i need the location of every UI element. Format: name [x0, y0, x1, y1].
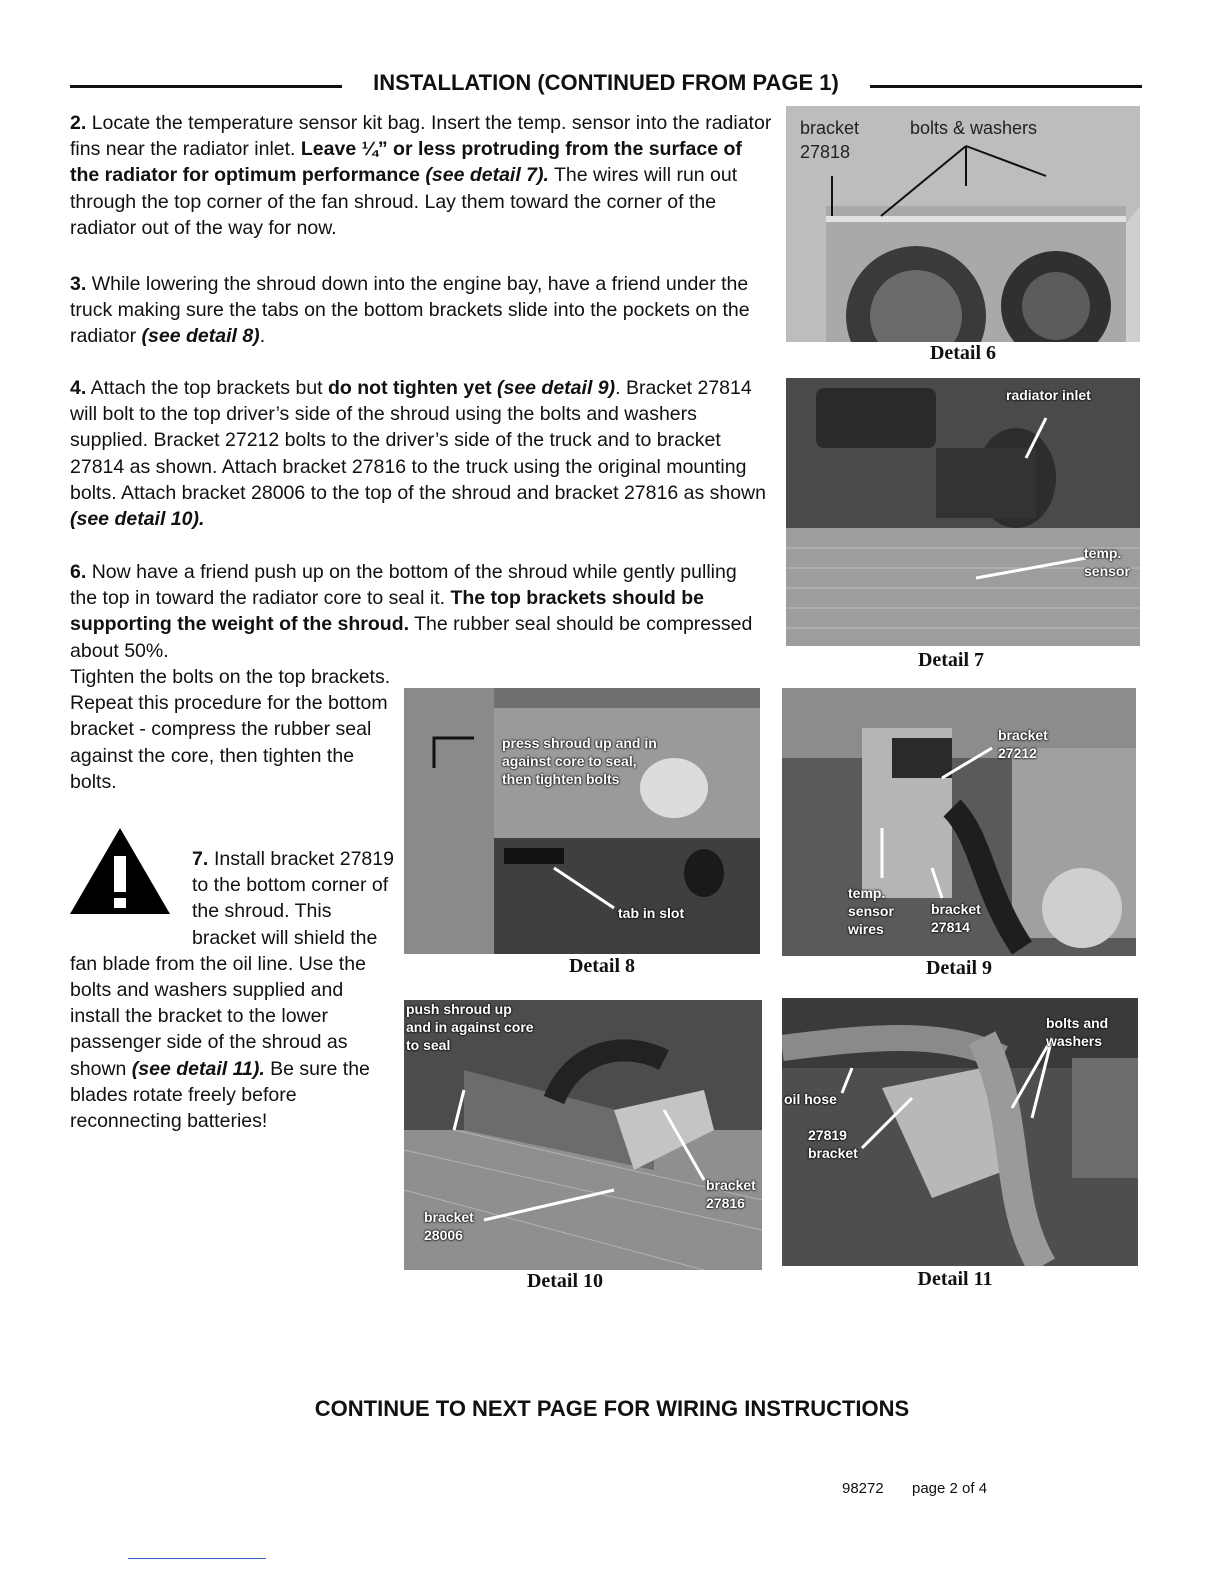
section-heading: [70, 66, 1142, 100]
detail-6-label-bolts: bolts & washers: [910, 118, 1038, 138]
step-4-text: Attach the top brackets but: [90, 377, 328, 399]
step-2-text-2: The wires will run out through the top corner of the fan shroud. Lay them toward the corner of the radiator out of the way for now.: [70, 164, 738, 239]
detail-8-photo: [404, 688, 760, 954]
detail-6-photo: [786, 106, 1140, 342]
step-6-continued: [70, 664, 395, 795]
detail-10-label-28006: bracket 28006: [424, 1209, 474, 1243]
step-2: [70, 110, 772, 241]
step-2-text: Locate the temperature sensor kit bag. Insert the temp. sensor into the radiator fins near the radiator inlet.: [70, 112, 772, 161]
step-4-number: 4.: [70, 377, 87, 399]
step-2-bold: Leave ¼” or less protruding from the surface of the radiator for optimum performance: [70, 138, 742, 187]
detail-8-caption: Detail 8: [568, 955, 636, 977]
detail-11-label-oil: oil hose: [784, 1091, 837, 1107]
detail-7-label-inlet: radiator inlet: [1006, 387, 1091, 403]
step-4: [70, 375, 768, 532]
detail-10-label-push: push shroud up and in against core to seal: [406, 1001, 534, 1053]
step-3-ref: (see detail 8): [141, 325, 260, 348]
step-3-number: 3.: [70, 273, 87, 295]
detail-8-label-press: press shroud up and in against core to seal, then tighten bolts: [502, 735, 657, 787]
detail-8-label-tab: tab in slot: [618, 905, 685, 921]
continue-note: CONTINUE TO NEXT PAGE FOR WIRING INSTRUCTIONS: [314, 1396, 910, 1421]
step-6-text-3: Tighten the bolts on the top brackets. Repeat this procedure for the bottom bracket - compress the rubber seal against the core, then tighten the bolts.: [70, 666, 391, 793]
detail-9-photo: [782, 688, 1136, 956]
step-4-text-2: . Bracket 27814 will bolt to the top driver’s side of the shroud using the bolts and washers supplied. Bracket 27212 bolts to the driver’s side of the truck and to bracket 27814 as shown. Attach bracket 27816 to the truck using the original mounting bolts. Attach bracket 28006 to the top of the shroud and bracket 27816 as shown: [70, 377, 766, 504]
step-2-number: 2.: [70, 112, 87, 134]
detail-10-photo: [404, 1000, 762, 1270]
detail-7-label-sensor: temp. sensor: [1084, 545, 1130, 579]
step-7-text-2: Be sure the blades rotate freely before reconnecting batteries!: [70, 1057, 370, 1133]
step-7-number: 7.: [192, 848, 209, 870]
step-6: [70, 559, 760, 664]
step-7-text: Install bracket 27819 to the bottom corner of the shroud. This bracket will shield the fan blade from the oil line. Use the bolts and washers supplied and install the bracket to the lower passenger side of the shroud as shown: [70, 848, 394, 1080]
step-7-ref: (see detail 11).: [131, 1057, 265, 1080]
doc-number: 98272: [842, 1480, 884, 1497]
step-4-ref-1: (see detail 9): [496, 377, 616, 399]
step-6-text-2: The rubber seal should be compressed about 50%.: [70, 613, 753, 662]
detail-11-photo: [782, 998, 1138, 1266]
step-6-bold: The top brackets should be supporting the weight of the shroud.: [70, 587, 705, 636]
detail-9-label-wires: temp. sensor wires: [848, 885, 894, 937]
detail-9-label-27814: bracket 27814: [931, 901, 981, 935]
detail-10-caption: Detail 10: [526, 1270, 604, 1292]
detail-9-label-27212: bracket 27212: [998, 727, 1048, 761]
detail-7-caption: Detail 7: [917, 649, 985, 671]
detail-6-label-bracket: bracket 27818: [800, 118, 860, 162]
step-3: [70, 271, 760, 350]
detail-11-label-27819: 27819 bracket: [808, 1127, 858, 1161]
step-2-ref: (see detail 7).: [425, 164, 549, 187]
detail-11-label-bolts: bolts and washers: [1046, 1015, 1109, 1049]
step-4-ref-2: (see detail 10).: [70, 508, 205, 531]
detail-6-caption: Detail 6: [929, 342, 997, 364]
footnote-rule: [128, 1558, 266, 1559]
detail-7-photo: [786, 378, 1140, 646]
heading-rule-right: [870, 85, 1142, 88]
page-number: page 2 of 4: [912, 1480, 988, 1497]
step-6-text: Now have a friend push up on the bottom of the shroud while gently pulling the top in toward the radiator core to seal it.: [70, 561, 737, 610]
step-3-text-2: .: [259, 325, 266, 348]
step-6-number: 6.: [70, 561, 87, 583]
detail-9-caption: Detail 9: [925, 957, 993, 979]
heading-text: INSTALLATION (CONTINUED FROM PAGE 1): [373, 70, 839, 95]
step-3-text: While lowering the shroud down into the engine bay, have a friend under the truck making sure the tabs on the bottom brackets slide into the pockets on the radiator: [70, 273, 750, 348]
detail-11-caption: Detail 11: [917, 1268, 993, 1290]
step-7: [70, 846, 395, 1134]
step-4-bold: do not tighten yet: [328, 377, 497, 399]
detail-10-label-27816: bracket 27816: [706, 1177, 756, 1211]
